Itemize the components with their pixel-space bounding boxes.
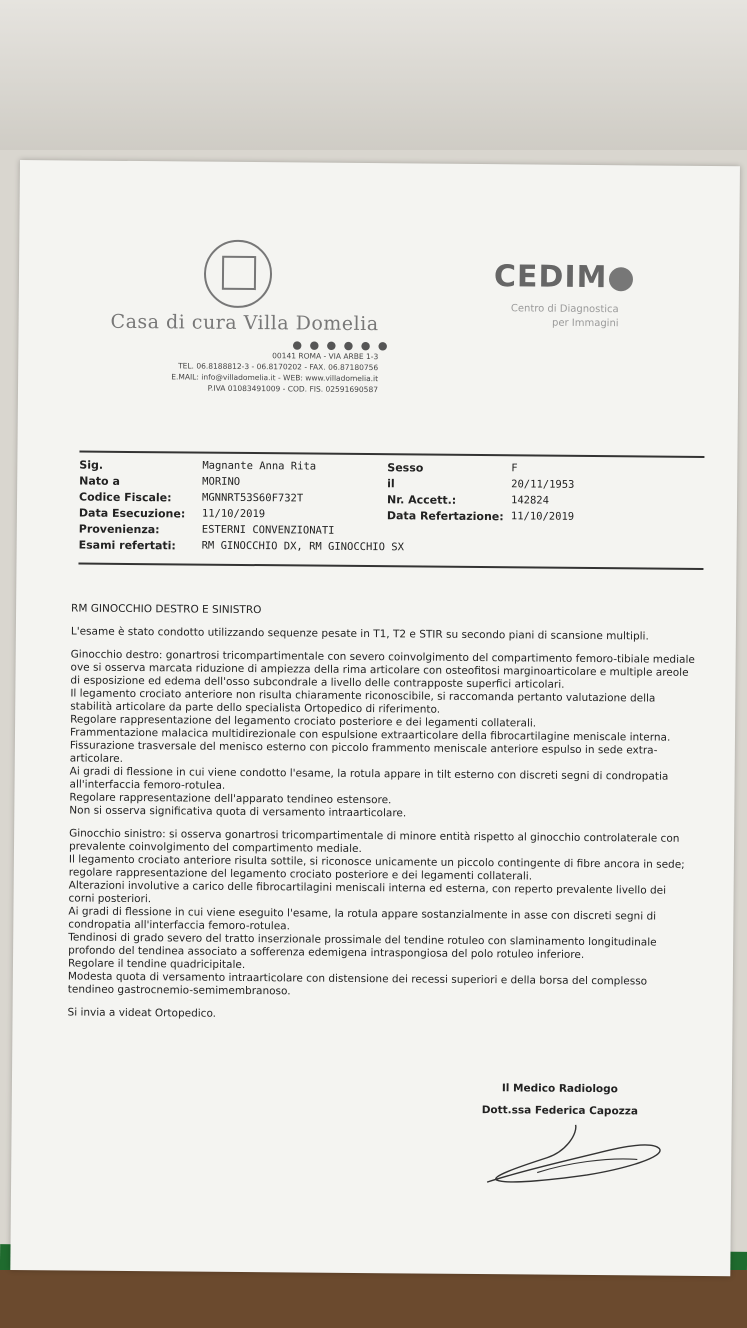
sesso-value: F bbox=[511, 462, 518, 475]
clinic-dots: ● ● ● ● ● ● bbox=[292, 338, 390, 353]
report-paragraph: Regolare rappresentazione dell'apparato tendineo estensore. bbox=[69, 791, 392, 807]
report-intro: L'esame è stato condotto utilizzando sequenze pesate in T1, T2 e STIR su secondo piani di scansione multipli. bbox=[70, 625, 649, 643]
report-paragraph: Regolare rappresentazione del legamento crociato posteriore e dei legamenti collaterali. bbox=[70, 713, 537, 730]
cedim-name: CEDIM bbox=[493, 259, 608, 296]
cedim-subtitle bbox=[469, 302, 619, 331]
clinic-name: Casa di cura Villa Domelia bbox=[110, 310, 379, 336]
divider-top bbox=[79, 451, 704, 458]
report-paragraph: Alterazioni involutive a carico delle fibrocartilagini meniscali interna ed esterna, con reperto prevalente livello dei corni posteriori. bbox=[68, 879, 667, 906]
signer-role: Il Medico Radiologo bbox=[501, 1082, 618, 1096]
report-paragraph: Ginocchio sinistro: si osserva gonartrosi tricompartimentale di minore entità rispetto al ginocchio controlaterale con prevalente coinvolgimento del compartimento mediale. bbox=[68, 827, 680, 856]
right-knee-section bbox=[69, 648, 695, 822]
sig-value: Magnante Anna Rita bbox=[202, 459, 317, 473]
cedim-logo bbox=[494, 259, 634, 295]
background-top bbox=[0, 0, 747, 150]
report-paragraph: Regolare il tendine quadricipitale. bbox=[67, 957, 246, 971]
nato-label: Nato a bbox=[79, 474, 120, 488]
nato-value: MORINO bbox=[202, 475, 241, 488]
report-paragraph: Fissurazione trasversale del menisco esterno con piccolo frammento meniscale anteriore espulso in sede extra-articolare. bbox=[69, 739, 658, 765]
esami-label: Esami refertati: bbox=[78, 538, 176, 553]
cf-value: MGNNRT53S60F732T bbox=[202, 491, 304, 505]
report-paragraph: Non si osserva significativa quota di versamento intraarticolare. bbox=[69, 804, 407, 820]
prov-label: Provenienza: bbox=[78, 522, 160, 537]
table-surface bbox=[0, 1270, 747, 1328]
report-paragraph: Tendinosi di grado severo del tratto inserzionale prossimale del tendine rotuleo con slaminamento longitudinale profondo del tendinea associato a sofferenza edemigena intraspongiosa del polo rotuleo inferiore. bbox=[68, 931, 657, 961]
signer-name: Dott.ssa Federica Capozza bbox=[481, 1104, 639, 1118]
report-paragraph: Ginocchio destro: gonartrosi tricompartimentale con severo coinvolgimento del compartimento femoro-tibiale mediale ove si osserva marcata riduzione di ampiezza della rima articolare con osteofitosi marginoarticolare e multiple areole di esposizione ed edema dell'osso subcondrale a livello delle contrapposte superfici articolari. bbox=[70, 648, 695, 691]
prov-value: ESTERNI CONVENZIONATI bbox=[201, 523, 335, 537]
cedim-sub-line: Centro di Diagnostica bbox=[510, 303, 619, 316]
report-closing: Si invia a videat Ortopedico. bbox=[67, 1006, 217, 1020]
report-sheet bbox=[10, 160, 740, 1276]
report-body bbox=[68, 602, 697, 1024]
address-line: TEL. 06.8188812-3 - 06.8170202 - FAX. 06.87180756 bbox=[178, 361, 379, 373]
cf-label: Codice Fiscale: bbox=[79, 490, 172, 505]
left-knee-section bbox=[68, 827, 694, 1001]
cedim-sub-line: per Immagini bbox=[551, 317, 619, 330]
refert-value: 11/10/2019 bbox=[510, 510, 575, 523]
il-label: il bbox=[387, 477, 395, 491]
address-line: E.MAIL: info@villadomelia.it - WEB: www.villadomelia.it bbox=[171, 372, 379, 384]
signer-block bbox=[482, 1077, 639, 1122]
esec-label: Data Esecuzione: bbox=[78, 506, 186, 521]
report-paragraph: Modesta quota di versamento intraarticolare con distensione dei recessi superiori e della borsa del complesso tendineo gastrocnemio-semimembranoso. bbox=[67, 970, 648, 998]
cedim-circle-icon bbox=[609, 267, 633, 291]
report-paragraph: Ai gradi di flessione in cui viene eseguito l'esame, la rotula appare sostanzialmente in asse con discreti segni di condropatia all'interfaccia femoro-rotulea. bbox=[68, 905, 657, 933]
accett-value: 142824 bbox=[510, 494, 550, 507]
il-value: 20/11/1953 bbox=[511, 478, 575, 491]
esami-value: RM GINOCCHIO DX, RM GINOCCHIO SX bbox=[201, 539, 404, 554]
address-line: 00141 ROMA - VIA ARBE 1-3 bbox=[272, 351, 379, 362]
divider-bottom bbox=[78, 563, 703, 570]
address-line: P.IVA 01083491009 - COD. FIS. 02591690587 bbox=[207, 383, 379, 395]
report-paragraph: Frammentazione malacica multidirezionale con espulsione extraarticolare della fibrocartilagine meniscale interna. bbox=[69, 726, 671, 744]
patient-info bbox=[79, 459, 705, 560]
report-paragraph: Il legamento crociato anteriore non risulta chiaramente riconoscibile, si raccomanda pertanto valutazione della stabilità articolare da parte dello specialista Ortopedico di riferimento. bbox=[70, 687, 656, 716]
clinic-address bbox=[108, 349, 378, 395]
refert-label: Data Refertazione: bbox=[386, 509, 504, 524]
report-paragraph: Il legamento crociato anteriore risulta sottile, si riconosce unicamente un piccolo contingente di fibre ancora in sede; regolare rappresentazione del legamento crociato posteriore e dei legamenti collaterali. bbox=[68, 853, 685, 883]
sesso-label: Sesso bbox=[387, 461, 424, 475]
handwritten-signature bbox=[477, 1122, 668, 1194]
clinic-emblem-icon bbox=[204, 240, 273, 309]
sig-label: Sig. bbox=[79, 458, 104, 472]
accett-label: Nr. Accett.: bbox=[386, 493, 457, 507]
esec-value: 11/10/2019 bbox=[201, 507, 266, 521]
report-title: RM GINOCCHIO DESTRO E SINISTRO bbox=[71, 602, 262, 617]
report-paragraph: Ai gradi di flessione in cui viene condotto l'esame, la rotula appare in tilt esterno con discreti segni di condropatia all'interfaccia femoro-rotulea. bbox=[69, 765, 669, 792]
